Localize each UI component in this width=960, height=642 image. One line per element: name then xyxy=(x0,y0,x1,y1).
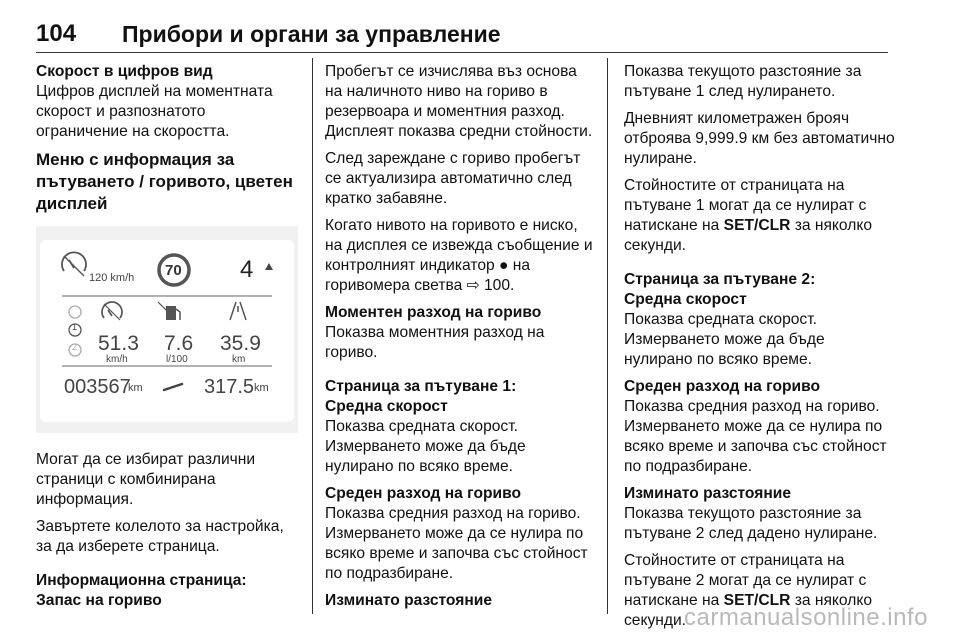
text-daily-counter: Дневният километражен брояч отброява 9,999.9 км без автоматично нулиране. xyxy=(624,110,895,167)
text-range-calc: Пробегът се изчислява въз основа на наличното ниво на гориво в резервоара и моментния разход. Дисплеят показва средни стойности. xyxy=(325,63,593,140)
heading-trip2-page: Страница за пътуване 2: xyxy=(624,271,816,288)
fuel-pump-icon xyxy=(158,302,180,320)
shift-up-icon xyxy=(265,263,273,270)
heading-avg-fuel: Среден разход на гориво xyxy=(325,485,522,502)
heading-avg-fuel-2: Среден разход на гориво xyxy=(624,378,821,395)
text-avg-fuel: Показва средния разход на гориво. Измерването може да се нулира по всяко време и започва със стойност по подразбиране. xyxy=(325,505,588,582)
text-trip2-distance: Показва текущото разстояние за пътуване 2 след дадено нулиране. xyxy=(624,505,878,542)
avg-fuel-value: 7.6 xyxy=(164,332,194,355)
service-distance-unit: km xyxy=(254,382,269,394)
watermark: carmanualsonline.info xyxy=(684,604,928,631)
text-reset-trip1 xyxy=(624,176,896,256)
display-illustration xyxy=(36,226,298,433)
heading-trip1-page: Страница за пътуване 1: xyxy=(325,378,517,395)
text-low-fuel-a: Когато нивото на горивото е ниско, на дисплея се извежда съобщение и контролният индикатор xyxy=(325,217,593,274)
text-reset-trip1-a: Стойностите от страницата на пътуване 1 могат да се нулират с натискане на xyxy=(624,177,867,234)
column-1 xyxy=(36,62,298,222)
gear-indicator: 4 xyxy=(240,256,254,283)
header-rule xyxy=(36,52,888,53)
heading-instant-fuel: Моментен разход на гориво xyxy=(325,304,542,321)
wrench-icon xyxy=(164,384,182,390)
column-1-lower xyxy=(36,450,298,611)
avg-speed-value: 51.3 xyxy=(98,332,139,355)
text-avg-speed-2: Показва средната скорост. Измерването може да бъде нулирано по всяко време. xyxy=(624,311,825,368)
speedometer-icon xyxy=(62,252,86,276)
heading-info-page: Информационна страница: xyxy=(36,572,247,589)
column-divider-1 xyxy=(312,58,313,614)
trip-index-2: 2 xyxy=(72,342,78,352)
text-instant-fuel: Показва моментния разход на гориво. xyxy=(325,324,545,361)
text-low-fuel-c: 100. xyxy=(479,277,515,294)
page-ref-arrow-icon: ⇨ xyxy=(466,277,480,294)
heading-distance-2: Изминато разстояние xyxy=(624,485,792,502)
speed-limit-small: 120 km/h xyxy=(89,272,135,284)
avg-speed-icon xyxy=(102,302,122,320)
text-after-refuel: След зареждане с гориво пробегът се актуализира автоматично след кратко забавяне. xyxy=(325,150,581,207)
road-icon xyxy=(230,302,246,320)
text-trip1-distance: Показва текущото разстояние за пътуване 1 след нулирането. xyxy=(624,63,862,100)
odometer-unit: km xyxy=(128,382,143,394)
text-reset-trip2-b: за няколко секунди. xyxy=(624,592,873,629)
heading-distance: Изминато разстояние xyxy=(325,592,493,609)
avg-fuel-unit: l/100 xyxy=(166,354,188,365)
text-avg-fuel-2: Показва средния разход на гориво. Измерването може да се нулира по всяко време и започва със стойност по подразбиране. xyxy=(624,398,887,475)
page-header xyxy=(36,20,888,50)
setclr-label-2: SET/CLR xyxy=(723,592,791,609)
heading-fuel-reserve: Запас на гориво xyxy=(36,592,162,609)
heading-avg-speed-2: Средна скорост xyxy=(624,291,747,308)
service-distance-value: 317.5 xyxy=(204,376,255,398)
instrument-display xyxy=(40,240,294,422)
setclr-label: SET/CLR xyxy=(723,217,791,234)
indicator-bullet-icon: ● xyxy=(499,257,509,274)
text-avg-speed: Показва средната скорост. Измерването може да бъде нулирано по всяко време. xyxy=(325,418,526,475)
heading-trip-menu: Меню с информация за пътуването / горивото, цветен дисплей xyxy=(36,150,293,213)
column-3 xyxy=(624,62,896,638)
text-low-fuel-b: на горивомера светва xyxy=(325,257,531,294)
page-title: Прибори и органи за управление xyxy=(122,21,501,47)
trip-index-1: 1 xyxy=(72,322,78,332)
text-low-fuel xyxy=(325,216,597,296)
text-reset-trip1-b: за няколко секунди. xyxy=(624,217,873,254)
distance-unit: km xyxy=(232,354,246,365)
text-turn-wheel: Завъртете колелото за настройка, за да изберете страница. xyxy=(36,518,284,555)
heading-avg-speed: Средна скорост xyxy=(325,398,448,415)
avg-speed-unit: km/h xyxy=(106,354,128,365)
text-digital-speed: Цифров дисплей на моментната скорост и разпознатото ограничение на скоростта. xyxy=(36,83,273,140)
heading-digital-speed: Скорост в цифров вид xyxy=(36,63,213,80)
odometer-value: 003567 xyxy=(64,376,131,398)
column-divider-2 xyxy=(607,58,608,614)
text-pages: Могат да се избират различни страници с комбинирана информация. xyxy=(36,451,256,508)
distance-value: 35.9 xyxy=(220,332,261,355)
column-2 xyxy=(325,62,597,611)
page-number: 104 xyxy=(36,20,77,47)
text-reset-trip2-a: Стойностите от страницата на пътуване 2 могат да се нулират с натискане на xyxy=(624,552,867,609)
speed-sign-value: 70 xyxy=(165,262,182,279)
